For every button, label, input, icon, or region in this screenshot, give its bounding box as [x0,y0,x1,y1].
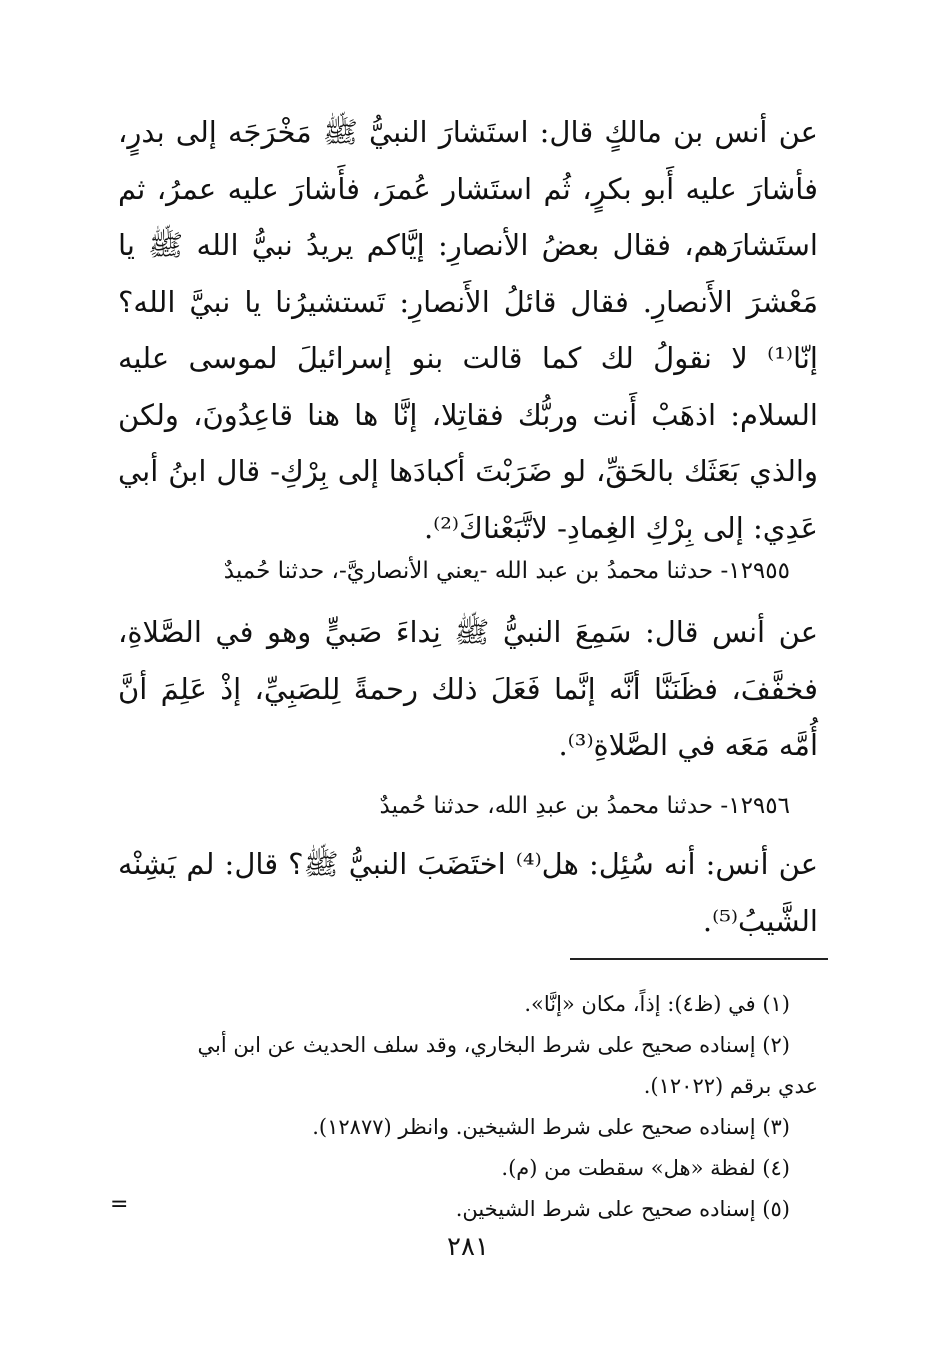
footnote-2: (٢) إسناده صحيح على شرط البخاري، وقد سلف الحديث عن ابن أبي [197,1033,790,1057]
hadith-text-2: عن أنس قال: سَمِعَ النبيُّ ﷺ نِداءَ صَبيٍّ وهو في الصَّلاةِ، فخفَّفَ، فظَنَنَّا أنَّه إنَّما فَعَلَ ذلك رحمةً لِلصَبِيِّ، إذْ عَلِمَ أنَّ أُمَّه مَعَه في الصَّلاةِ⁽³⁾. [118,615,818,762]
hadith-text-3: عن أنس: أنه سُئِل: هل⁽⁴⁾ اختَضَبَ النبيُّ ﷺ؟ قال: لم يَشِنْه الشَّيبُ⁽⁵⁾. [118,847,818,938]
footnote-separator [570,958,828,960]
page-number: ٢٨١ [447,1232,489,1262]
isnad-12956: ١٢٩٥٦- حدثنا محمدُ بن عبدِ الله، حدثنا حُميدٌ [379,793,790,819]
footnote-3: (٣) إسناده صحيح على شرط الشيخين. وانظر (١٢٨٧٧). [312,1115,790,1139]
isnad-12955: ١٢٩٥٥- حدثنا محمدُ بن عبد الله -يعني الأنصاريَّ-، حدثنا حُميدٌ [223,558,790,584]
footnote-1: (١) في (ظ٤): إذاً، مكان «إنَّا». [524,992,790,1016]
footnote-4: (٤) لفظة «هل» سقطت من (م). [501,1156,790,1180]
footnote-2-continued: عدي برقم (١٢٠٢٢). [643,1074,818,1098]
footnote-5: (٥) إسناده صحيح على شرط الشيخين. [455,1197,790,1221]
hadith-text-1: عن أنس بن مالكٍ قال: استَشارَ النبيُّ ﷺ مَخْرَجَه إلى بدرٍ، فأشارَ عليه أَبو بكرٍ، ثُم استَشار عُمرَ، فأَشارَ عليه عمرُ، ثم استَشارَهم، فقال بعضُ الأنصارِ: إيَّاكم يريدُ نبيُّ الله ﷺ يا مَعْشرَ الأَنصارِ. فقال قائلُ الأَنصارِ: تَستشيرُنا يا نبيَّ الله؟ إنّا⁽¹⁾ لا نقولُ لك كما قالت بنو إسرائيلَ لموسى عليه السلام: اذهَبْ أَنت وربُّك فقاتِلا، إنَّا ها هنا قاعِدُونَ، ولكن والذي بَعَثَك بالحَقِّ، لو ضَرَبْتَ أكبادَها إلى بِرْكِ- قال ابنُ أبي عَدِي: إلى بِرْكِ الغِمادِ- لاتَّبَعْناكَ⁽²⁾. [118,115,818,545]
continuation-mark: = [110,1192,129,1217]
